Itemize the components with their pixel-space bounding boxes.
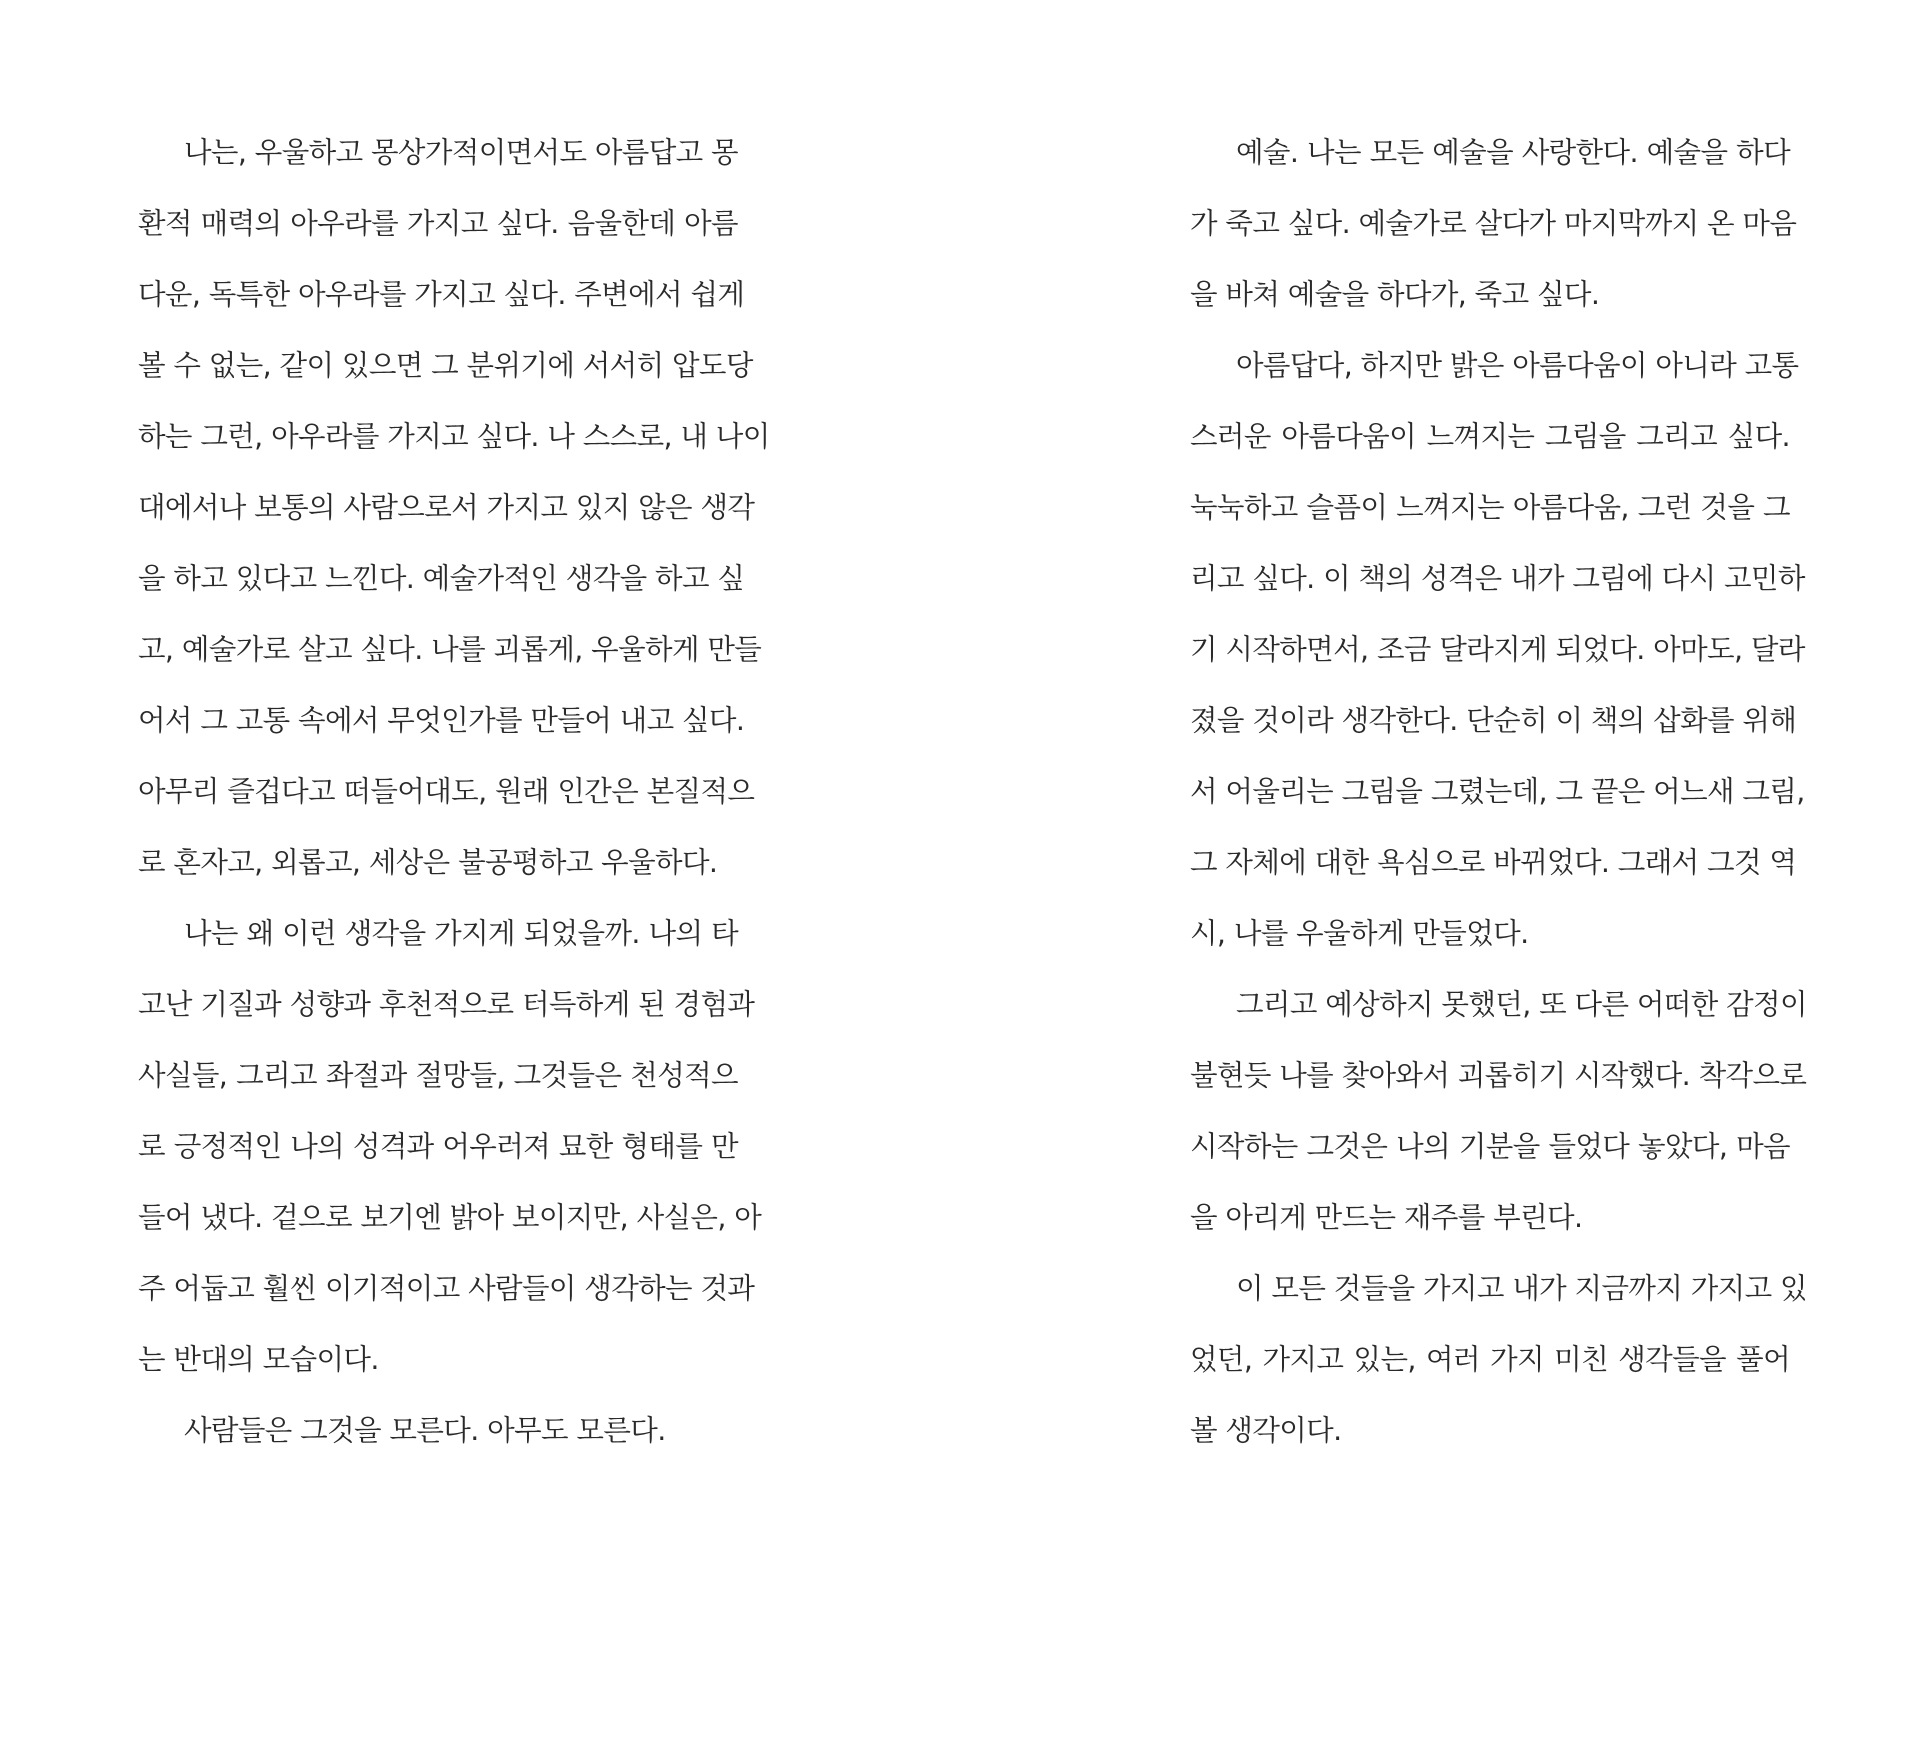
text-line: 볼 생각이다. [1190, 1414, 1342, 1447]
paragraph [138, 916, 762, 1413]
paragraph [138, 135, 770, 916]
text-line: 환적 매력의 아우라를 가지고 싶다. 음울한데 아름 [138, 207, 738, 240]
text-line: 스러운 아름다움이 느껴지는 그림을 그리고 싶다. [1190, 420, 1790, 453]
right-page [1190, 135, 1807, 1484]
text-line: 기 시작하면서, 조금 달라지게 되었다. 아마도, 달라 [1190, 633, 1805, 666]
left-page [138, 135, 770, 1484]
text-line: 나는, 우울하고 몽상가적이면서도 아름답고 몽 [184, 136, 738, 169]
text-line: 시, 나를 우울하게 만들었다. [1190, 917, 1529, 950]
text-line: 을 하고 있다고 느낀다. 예술가적인 생각을 하고 싶 [138, 562, 745, 595]
paragraph [138, 1413, 738, 1484]
text-line: 다운, 독특한 아우라를 가지고 싶다. 주변에서 쉽게 [138, 278, 745, 311]
text-line: 사람들은 그것을 모른다. 아무도 모른다. [184, 1414, 666, 1447]
paragraph [1190, 348, 1805, 987]
text-line: 아무리 즐겁다고 떠들어대도, 원래 인간은 본질적으 [138, 775, 755, 808]
text-line: 예술. 나는 모든 예술을 사랑한다. 예술을 하다 [1236, 136, 1790, 169]
text-line: 서 어울리는 그림을 그렸는데, 그 끝은 어느새 그림, [1190, 775, 1805, 808]
text-line: 로 혼자고, 외롭고, 세상은 불공평하고 우울하다. [138, 846, 718, 879]
text-line: 나는 왜 이런 생각을 가지게 되었을까. 나의 타 [184, 917, 738, 950]
text-line: 아름답다, 하지만 밝은 아름다움이 아니라 고통 [1236, 349, 1799, 382]
text-line: 을 바쳐 예술을 하다가, 죽고 싶다. [1190, 278, 1600, 311]
text-line: 불현듯 나를 찾아와서 괴롭히기 시작했다. 착각으로 [1190, 1059, 1807, 1092]
text-line: 이 모든 것들을 가지고 내가 지금까지 가지고 있 [1236, 1272, 1807, 1305]
text-line: 어서 그 고통 속에서 무엇인가를 만들어 내고 싶다. [138, 704, 745, 737]
text-line: 로 긍정적인 나의 성격과 어우러져 묘한 형태를 만 [138, 1130, 738, 1163]
text-line: 리고 싶다. 이 책의 성격은 내가 그림에 다시 고민하 [1190, 562, 1805, 595]
text-line: 눅눅하고 슬픔이 느껴지는 아름다움, 그런 것을 그 [1190, 491, 1790, 524]
text-line: 었던, 가지고 있는, 여러 가지 미친 생각들을 풀어 [1190, 1343, 1790, 1376]
text-line: 고난 기질과 성향과 후천적으로 터득하게 된 경험과 [138, 988, 755, 1021]
text-line: 하는 그런, 아우라를 가지고 싶다. 나 스스로, 내 나이 [138, 420, 770, 453]
text-line: 고, 예술가로 살고 싶다. 나를 괴롭게, 우울하게 만들 [138, 633, 762, 666]
text-line: 그 자체에 대한 욕심으로 바뀌었다. 그래서 그것 역 [1190, 846, 1797, 879]
text-line: 볼 수 없는, 같이 있으면 그 분위기에 서서히 압도당 [138, 349, 753, 382]
text-line: 시작하는 그것은 나의 기분을 들었다 놓았다, 마음 [1190, 1130, 1790, 1163]
text-line: 들어 냈다. 겉으로 보기엔 밝아 보이지만, 사실은, 아 [138, 1201, 762, 1234]
text-line: 을 아리게 만드는 재주를 부린다. [1190, 1201, 1583, 1234]
text-line: 사실들, 그리고 좌절과 절망들, 그것들은 천성적으 [138, 1059, 738, 1092]
text-line: 가 죽고 싶다. 예술가로 살다가 마지막까지 온 마음 [1190, 207, 1797, 240]
paragraph [1190, 987, 1807, 1271]
text-line: 졌을 것이라 생각한다. 단순히 이 책의 삽화를 위해 [1190, 704, 1797, 737]
text-line: 는 반대의 모습이다. [138, 1343, 379, 1376]
text-line: 그리고 예상하지 못했던, 또 다른 어떠한 감정이 [1236, 988, 1807, 1021]
paragraph [1190, 135, 1797, 348]
paragraph [1190, 1271, 1807, 1484]
text-line: 대에서나 보통의 사람으로서 가지고 있지 않은 생각 [138, 491, 755, 524]
text-line: 주 어둡고 훨씬 이기적이고 사람들이 생각하는 것과 [138, 1272, 755, 1305]
